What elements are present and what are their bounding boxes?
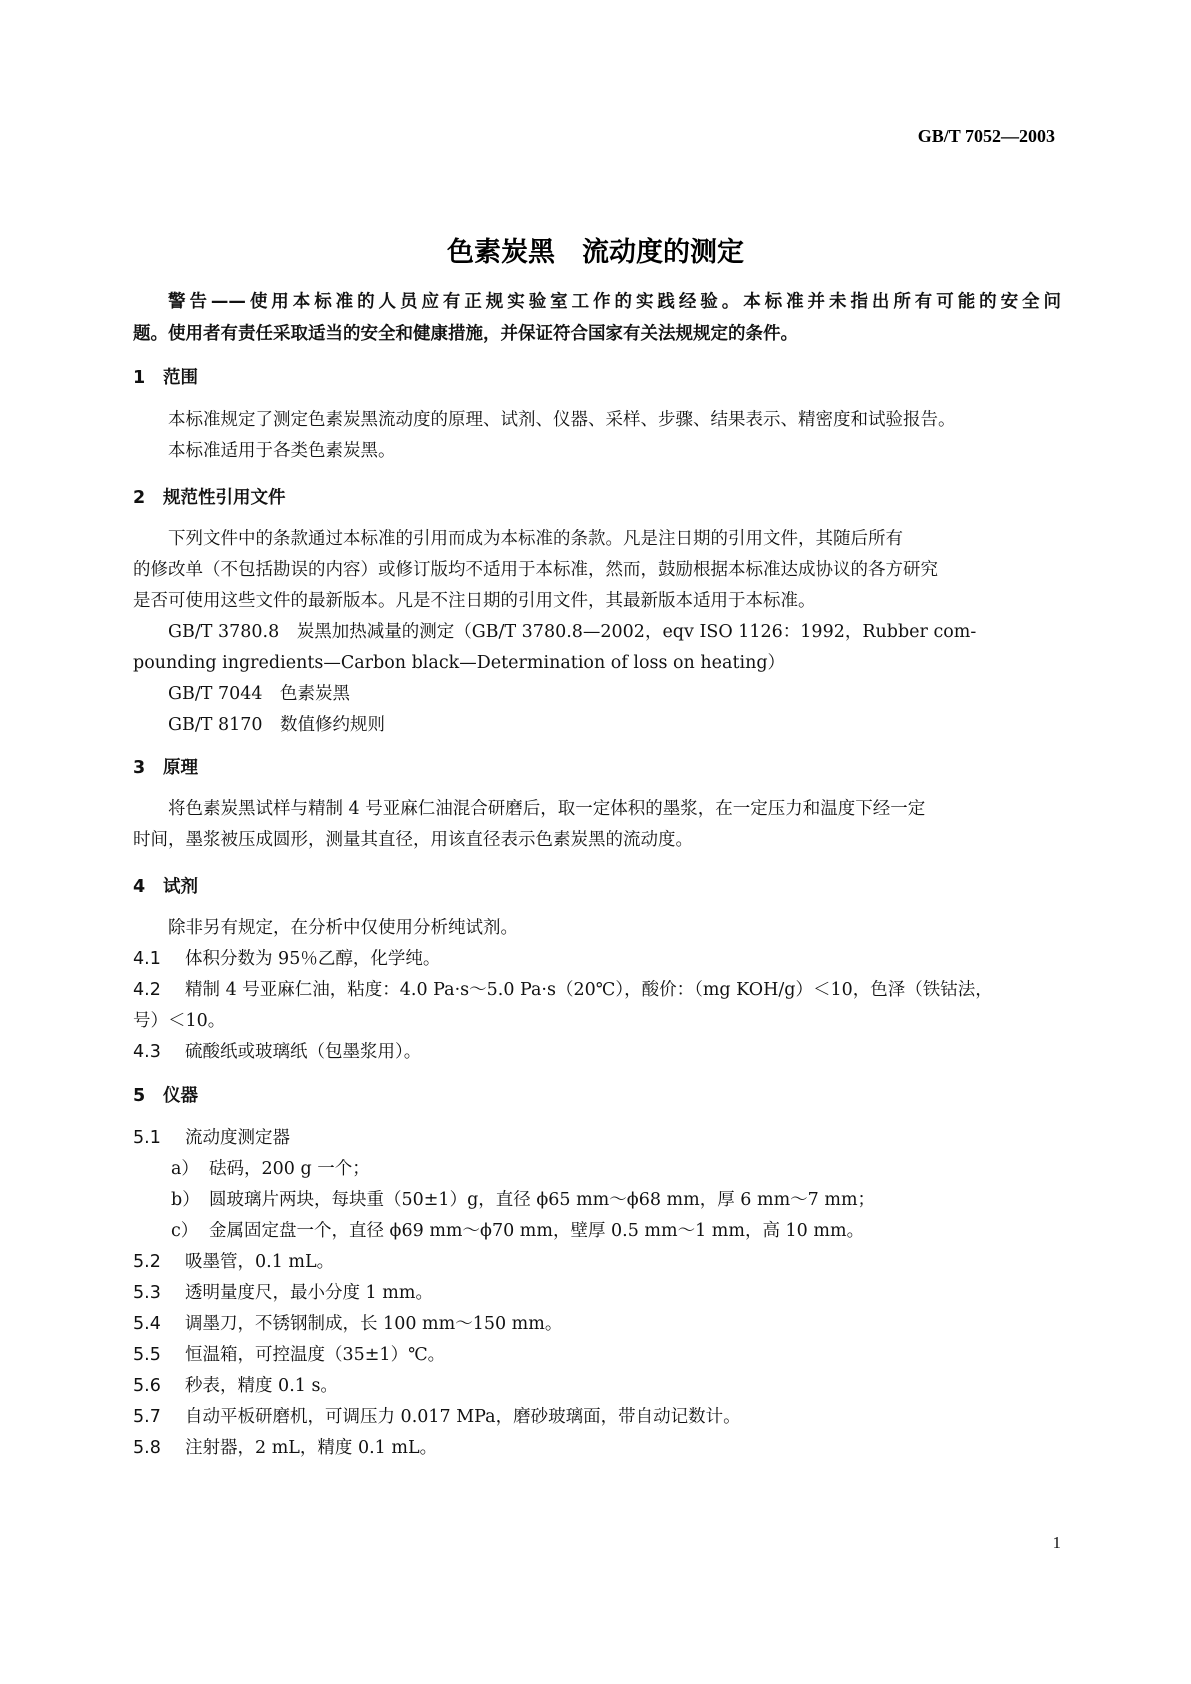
list-item-a <box>133 1155 1099 1180</box>
section-2-para-line-3: 是否可使用这些文件的最新版本。凡是不注日期的引用文件，其最新版本适用于本标准。 <box>133 591 816 611</box>
clause-text: 透明量度尺，最小分度 1 mm。 <box>185 1283 433 1303</box>
reference-3: GB/T 8170 数值修约规则 <box>168 715 386 735</box>
section-2-para-line-1: 下列文件中的条款通过本标准的引用而成为本标准的条款。凡是注日期的引用文件，其随后所有 <box>168 529 903 549</box>
clause-text: 精制 4 号亚麻仁油，粘度：4.0 Pa·s～5.0 Pa·s（20℃），酸价：（mg KOH/g）＜10，色泽（铁钴法， <box>185 980 993 1000</box>
clause-5-5 <box>133 1341 1061 1366</box>
warning-line-2: 题。使用者有责任采取适当的安全和健康措施，并保证符合国家有关法规规定的条件。 <box>133 324 798 344</box>
standard-number: GB/T 7052—2003 <box>917 126 1055 146</box>
reference-1-line-1: GB/T 3780.8 炭黑加热减量的测定（GB/T 3780.8—2002，eqv ISO 1126：1992，Rubber com- <box>168 622 977 642</box>
clause-number: 4.1 <box>133 949 161 969</box>
section-1-heading <box>133 364 198 389</box>
warning-line-1 <box>133 286 1061 318</box>
section-number: 4 <box>133 877 146 897</box>
clause-number: 4.3 <box>133 1042 161 1062</box>
clause-4-3 <box>133 1038 1061 1063</box>
clause-text: 流动度测定器 <box>185 1128 290 1148</box>
list-item-b <box>133 1186 1099 1211</box>
section-3-heading <box>133 754 198 779</box>
clause-number: 5.8 <box>133 1438 161 1458</box>
clause-5-7 <box>133 1403 1061 1428</box>
list-item-text: 砝码，200 g 一个； <box>209 1159 370 1179</box>
section-4-intro: 除非另有规定，在分析中仅使用分析纯试剂。 <box>168 918 518 938</box>
section-1-para-2: 本标准适用于各类色素炭黑。 <box>168 441 396 461</box>
clause-5-3 <box>133 1279 1061 1304</box>
clause-text: 调墨刀，不锈钢制成，长 100 mm～150 mm。 <box>185 1314 563 1334</box>
section-5-heading <box>133 1082 198 1107</box>
section-1-para-1: 本标准规定了测定色素炭黑流动度的原理、试剂、仪器、采样、步骤、结果表示、精密度和试验报告。 <box>168 410 956 430</box>
section-4-heading <box>133 873 198 898</box>
section-title: 规范性引用文件 <box>163 488 286 508</box>
page-title: 色素炭黑 流动度的测定 <box>447 237 744 268</box>
list-item-key: b） <box>171 1190 200 1210</box>
clause-text: 吸墨管，0.1 mL。 <box>185 1252 335 1272</box>
section-title: 原理 <box>163 758 198 778</box>
clause-number: 5.4 <box>133 1314 161 1334</box>
section-number: 1 <box>133 368 146 388</box>
reference-2: GB/T 7044 色素炭黑 <box>168 684 351 704</box>
clause-text: 体积分数为 95％乙醇，化学纯。 <box>185 949 441 969</box>
clause-5-2 <box>133 1248 1061 1273</box>
section-3-line-1: 将色素炭黑试样与精制 4 号亚麻仁油混合研磨后，取一定体积的墨浆，在一定压力和温度下经一定 <box>168 799 926 819</box>
clause-number: 4.2 <box>133 980 161 1000</box>
section-2-para-line-2: 的修改单（不包括勘误的内容）或修订版均不适用于本标准，然而，鼓励根据本标准达成协议的各方研究 <box>133 560 938 580</box>
list-item-key: c） <box>171 1221 199 1241</box>
warning-text-1: 警告——使用本标准的人员应有正规实验室工作的实践经验。本标准并未指出所有可能的安全问 <box>168 292 1061 312</box>
reference-1-line-2: pounding ingredients—Carbon black—Determination of loss on heating） <box>133 653 786 673</box>
list-item-text: 金属固定盘一个，直径 ϕ69 mm～ϕ70 mm，壁厚 0.5 mm～1 mm，高 10 mm。 <box>209 1221 865 1241</box>
clause-number: 5.7 <box>133 1407 161 1427</box>
clause-4-2-line-1 <box>133 976 1061 1001</box>
section-title: 仪器 <box>163 1086 198 1106</box>
section-2-heading <box>133 484 286 509</box>
section-number: 2 <box>133 488 146 508</box>
section-number: 5 <box>133 1086 146 1106</box>
clause-number: 5.5 <box>133 1345 161 1365</box>
section-title: 试剂 <box>163 877 198 897</box>
list-item-text: 圆玻璃片两块，每块重（50±1）g，直径 ϕ65 mm～ϕ68 mm，厚 6 mm～7 mm； <box>209 1190 876 1210</box>
clause-number: 5.6 <box>133 1376 161 1396</box>
list-item-c <box>133 1217 1099 1242</box>
clause-4-1 <box>133 945 1061 970</box>
section-3-line-2: 时间，墨浆被压成圆形，测量其直径，用该直径表示色素炭黑的流动度。 <box>133 830 693 850</box>
section-number: 3 <box>133 758 146 778</box>
clause-4-2-line-2: 号）＜10。 <box>133 1011 226 1031</box>
clause-5-8 <box>133 1434 1061 1459</box>
clause-text: 自动平板研磨机，可调压力 0.017 MPa，磨砂玻璃面，带自动记数计。 <box>185 1407 741 1427</box>
clause-5-4 <box>133 1310 1061 1335</box>
clause-number: 5.2 <box>133 1252 161 1272</box>
clause-text: 硫酸纸或玻璃纸（包墨浆用）。 <box>185 1042 422 1062</box>
page-number: 1 <box>1052 1533 1061 1552</box>
clause-number: 5.1 <box>133 1128 161 1148</box>
clause-number: 5.3 <box>133 1283 161 1303</box>
clause-text: 秒表，精度 0.1 s。 <box>185 1376 338 1396</box>
clause-5-1 <box>133 1124 1061 1149</box>
list-item-key: a） <box>171 1159 199 1179</box>
clause-text: 注射器，2 mL，精度 0.1 mL。 <box>185 1438 438 1458</box>
clause-text: 恒温箱，可控温度（35±1）℃。 <box>185 1345 446 1365</box>
section-title: 范围 <box>163 368 198 388</box>
clause-5-6 <box>133 1372 1061 1397</box>
